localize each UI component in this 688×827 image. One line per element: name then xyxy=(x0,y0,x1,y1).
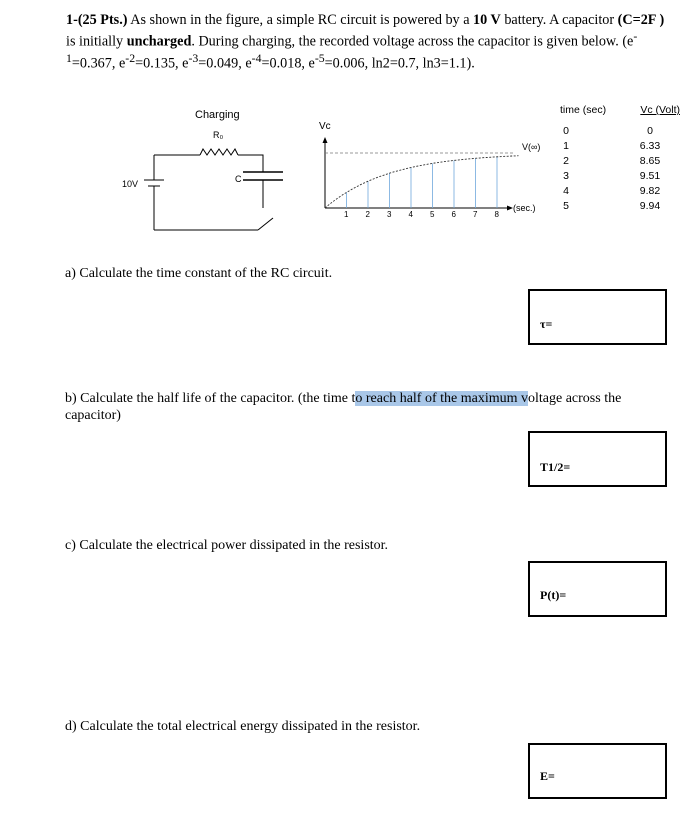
table-cell-voltage: 9.51 xyxy=(639,170,661,182)
capacitor-label: C xyxy=(235,174,242,184)
table-row xyxy=(560,184,680,199)
table-row xyxy=(560,124,680,139)
table-row xyxy=(560,199,680,214)
table-cell-voltage: 0 xyxy=(647,125,653,137)
switch-blade xyxy=(258,218,273,230)
x-tick-label: 2 xyxy=(365,210,370,219)
x-tick-label: 6 xyxy=(451,210,456,219)
capacitance-value: (C=2F ) xyxy=(617,12,665,28)
problem-points: 1-(25 Pts.) xyxy=(66,12,128,28)
power-label: P(t)= xyxy=(540,588,567,602)
charging-label: Charging xyxy=(195,109,240,121)
table-header-time: time (sec) xyxy=(560,104,607,116)
table-cell-time: 1 xyxy=(563,140,569,152)
graph-y-label: Vc xyxy=(319,121,331,132)
x-tick-label: 5 xyxy=(430,210,435,219)
table-cell-voltage: 9.82 xyxy=(639,185,661,197)
question-d: d) Calculate the total electrical energy dissipated in the resistor. xyxy=(65,719,421,734)
answer-box-power[interactable] xyxy=(528,561,667,617)
answer-box-half-life[interactable] xyxy=(528,431,667,487)
resistor-symbol xyxy=(200,149,238,155)
table-row xyxy=(560,169,680,184)
answer-box-tau[interactable] xyxy=(528,289,667,345)
table-header-vc: Vc (Volt) xyxy=(640,104,680,116)
question-a: a) Calculate the time constant of the RC circuit. xyxy=(65,266,333,281)
table-cell-time: 0 xyxy=(563,125,569,137)
table-cell-time: 4 xyxy=(563,185,569,197)
tau-label: τ= xyxy=(540,317,553,331)
graph-x-label: (sec.) xyxy=(513,203,536,213)
problem-intro: 1-(25 Pts.) As shown in the figure, a simple RC circuit is powered by a 10 V battery. A capacitor (C=2F ) is initially uncharged. During charging, the recorded voltage across the capacitor is given below. ($e^{-1}=0.367$, $e^{-2}=0.135$, $e^{-3}=0.049$, $e^{-4}=0.018$, $e^{-5}=0.006$, ln2=0.7, ln3=1.1). xyxy=(66,12,665,72)
x-tick-label: 4 xyxy=(408,210,413,219)
battery-voltage: 10 V xyxy=(473,12,501,28)
answer-box-energy[interactable] xyxy=(528,743,667,799)
uncharged-word: uncharged xyxy=(126,33,192,50)
question-b: b) Calculate the half life of the capacitor. (the time to reach half of the maximum voltage across the capacitor) xyxy=(65,391,622,423)
energy-label: E= xyxy=(540,769,555,783)
highlighted-text: o reach half of the maximum v xyxy=(355,391,528,406)
charging-graph xyxy=(310,110,550,220)
charging-curve xyxy=(325,156,519,208)
table-cell-voltage: 6.33 xyxy=(639,140,661,152)
voltage-table xyxy=(560,104,680,214)
table-cell-time: 3 xyxy=(563,170,569,182)
table-row xyxy=(560,139,680,154)
table-cell-voltage: 8.65 xyxy=(639,155,661,167)
x-tick-label: 8 xyxy=(494,210,499,219)
rc-circuit-diagram xyxy=(110,100,310,240)
x-tick-label: 3 xyxy=(387,210,392,219)
table-cell-voltage: 9.94 xyxy=(639,200,661,212)
question-c: c) Calculate the electrical power dissipated in the resistor. xyxy=(65,538,389,553)
table-cell-time: 5 xyxy=(563,200,569,212)
x-tick-label: 7 xyxy=(473,210,478,219)
table-row xyxy=(560,154,680,169)
half-life-label: T1/2= xyxy=(540,460,571,474)
table-cell-time: 2 xyxy=(563,155,569,167)
x-tick-label: 1 xyxy=(344,210,349,219)
resistor-label: R₀ xyxy=(213,130,224,140)
battery-label: 10V xyxy=(122,179,139,189)
asymptote-label: V(∞) xyxy=(522,142,541,152)
